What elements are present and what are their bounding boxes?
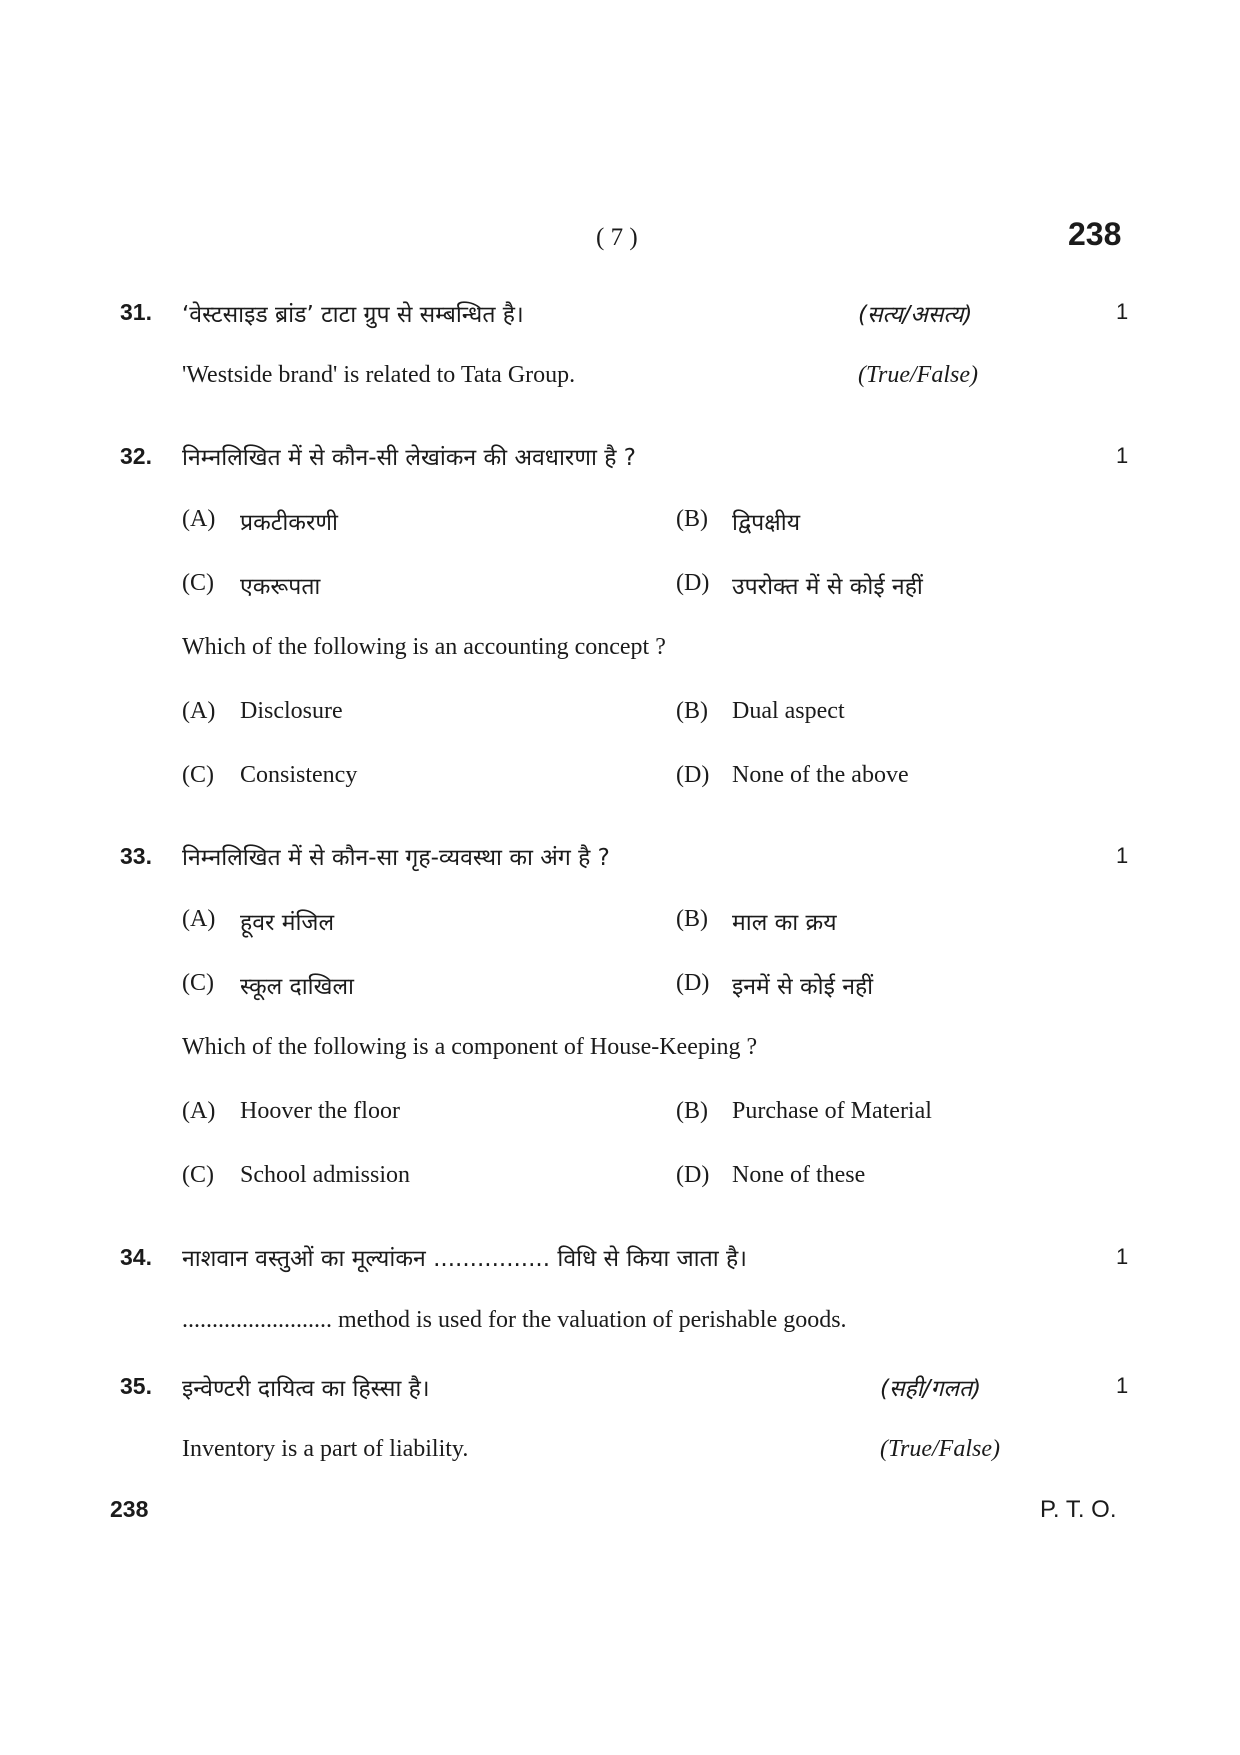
question-number: 31. — [120, 299, 152, 325]
marks: 1 — [1116, 443, 1129, 468]
page-number: ( 7 ) — [596, 224, 638, 251]
option-label: (C) — [182, 970, 214, 996]
option-text: Hoover the floor — [240, 1098, 400, 1124]
option-label: (A) — [182, 506, 216, 532]
option-label: (C) — [182, 570, 214, 596]
question-number: 33. — [120, 843, 152, 869]
option-text: माल का क्रय — [732, 910, 837, 936]
option-label: (A) — [182, 906, 216, 932]
option-label: (B) — [676, 906, 708, 932]
option-text: द्विपक्षीय — [732, 510, 801, 536]
option-label: (A) — [182, 1098, 216, 1124]
question-text-hindi: निम्नलिखित में से कौन-सी लेखांकन की अवधारणा है ? — [182, 445, 636, 471]
option-label: (D) — [676, 762, 710, 788]
option-label: (C) — [182, 762, 214, 788]
option-text: एकरूपता — [240, 574, 321, 600]
question-text-hindi: नाशवान वस्तुओं का मूल्यांकन ................ विधि से किया जाता है। — [182, 1246, 747, 1272]
question-text-hindi: निम्नलिखित में से कौन-सा गृह-व्यवस्था का अंग है ? — [182, 845, 610, 871]
option-label: (D) — [676, 970, 710, 996]
option-text: School admission — [240, 1162, 411, 1188]
option-text: प्रकटीकरणी — [240, 510, 338, 536]
question-text-hindi: ‘वेस्टसाइड ब्रांड’ टाटा ग्रुप से सम्बन्धित है। — [182, 302, 524, 328]
question-number: 35. — [120, 1373, 152, 1399]
answer-type-hindi: (सत्य/असत्य) — [858, 302, 973, 328]
option-label: (D) — [676, 1162, 710, 1188]
pto-label: P. T. O. — [1040, 1496, 1117, 1523]
option-label: (A) — [182, 698, 216, 724]
answer-type-english: (True/False) — [858, 362, 978, 388]
marks: 1 — [1116, 299, 1129, 324]
question-number: 34. — [120, 1244, 152, 1270]
question-text-english: Inventory is a part of liability. — [182, 1436, 469, 1462]
paper-code: 238 — [1068, 216, 1122, 252]
option-label: (C) — [182, 1162, 214, 1188]
option-text: इनमें से कोई नहीं — [732, 974, 874, 1000]
option-label: (B) — [676, 698, 708, 724]
footer-code: 238 — [110, 1496, 149, 1522]
marks: 1 — [1116, 1244, 1129, 1269]
question-text-english: 'Westside brand' is related to Tata Group. — [182, 362, 576, 388]
option-text: उपरोक्त में से कोई नहीं — [732, 574, 923, 600]
option-label: (D) — [676, 570, 710, 596]
option-label: (B) — [676, 1098, 708, 1124]
answer-type-hindi: (सही/गलत) — [880, 1376, 982, 1402]
option-text: Dual aspect — [732, 698, 845, 724]
question-number: 32. — [120, 443, 152, 469]
option-text: None of the above — [732, 762, 909, 788]
option-text: None of these — [732, 1162, 866, 1188]
option-text: स्कूल दाखिला — [240, 974, 355, 1000]
option-text: हूवर मंजिल — [240, 910, 335, 936]
question-text-english: Which of the following is a component of House-Keeping ? — [182, 1034, 758, 1060]
question-text-hindi: इन्वेण्टरी दायित्व का हिस्सा है। — [182, 1376, 430, 1402]
question-text-english: ......................... method is used for the valuation of perishable goods. — [182, 1307, 847, 1333]
option-text: Consistency — [240, 762, 358, 788]
marks: 1 — [1116, 843, 1129, 868]
marks: 1 — [1116, 1373, 1129, 1398]
question-text-english: Which of the following is an accounting concept ? — [182, 634, 666, 660]
option-text: Disclosure — [240, 698, 343, 724]
option-text: Purchase of Material — [732, 1098, 932, 1124]
answer-type-english: (True/False) — [880, 1436, 1000, 1462]
option-label: (B) — [676, 506, 708, 532]
